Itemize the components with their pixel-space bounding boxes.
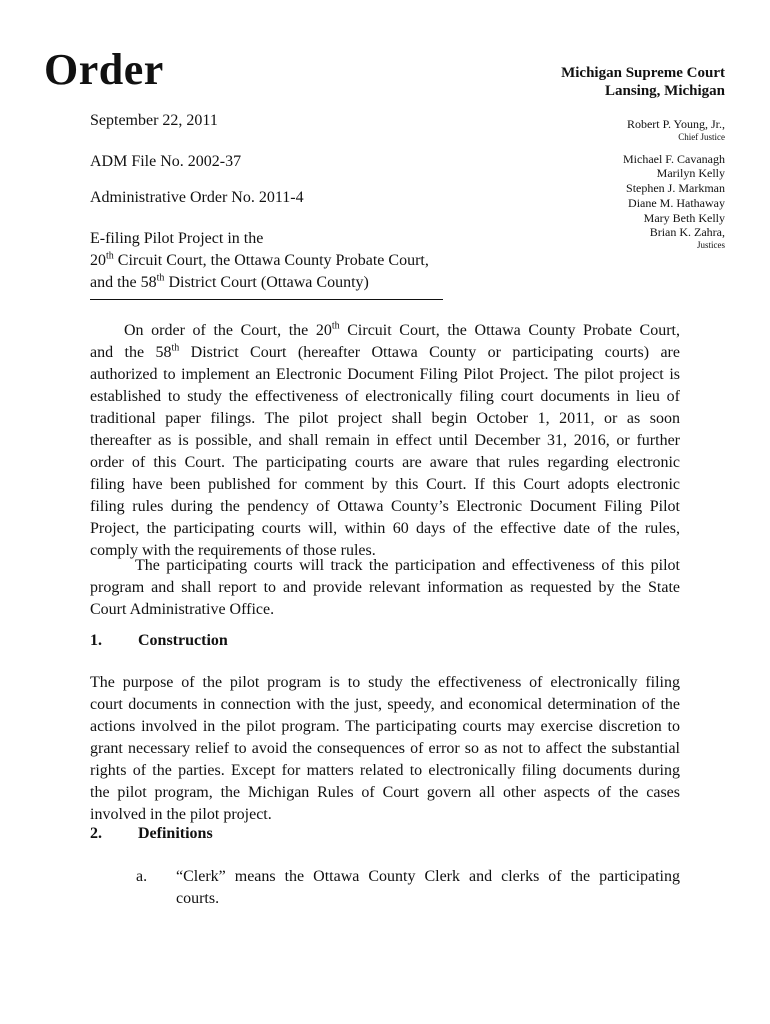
chief-justice-name: Robert P. Young, Jr., [626, 117, 725, 131]
paragraph-line: established to study the effectiveness of electronically filing court documents in lieu of [90, 388, 680, 405]
order-date: September 22, 2011 [90, 112, 218, 129]
section-number: 2. [90, 825, 102, 842]
caption-line: E-filing Pilot Project in the [90, 230, 264, 247]
paragraph-line: program and shall report to and provide relevant information as requested by the State [90, 579, 680, 596]
paragraph-line: the pilot program, the Michigan Rules of Court govern all other aspects of the cases [90, 784, 680, 801]
caption-line: and the 58th District Court (Ottawa County) [90, 272, 369, 291]
order-title: Order [44, 45, 164, 94]
justices-role: Justices [697, 239, 725, 250]
definition-item [136, 866, 680, 910]
paragraph-line: involved in the pilot project. [90, 806, 272, 823]
paragraph-line: comply with the requirements of those rules. [90, 542, 376, 559]
section-title: Construction [138, 632, 228, 649]
paragraph-line: actions involved in the pilot program. The participating courts may exercise discretion to [90, 718, 680, 735]
court-header [561, 64, 725, 100]
administrative-order-number: Administrative Order No. 2011-4 [90, 189, 304, 206]
paragraph-line: On order of the Court, the 20th Circuit Court, the Ottawa County Probate Court, [124, 320, 680, 339]
definition-text: “Clerk” means the Ottawa County Clerk and clerks of the participating courts. [176, 868, 680, 907]
paragraph-line: Project, the participating courts will, within 60 days of the effective date of the rules, [90, 520, 680, 537]
justice-name: Stephen J. Markman [626, 181, 725, 196]
paragraph-line: thereafter as is possible, and shall remain in effect until December 31, 2016, or further [90, 432, 680, 449]
order-paragraph [90, 320, 680, 562]
order-caption [90, 228, 429, 294]
section-heading-construction [90, 632, 228, 650]
justice-name: Diane M. Hathaway [628, 195, 725, 210]
justice-name: Mary Beth Kelly [643, 210, 725, 225]
paragraph-line: court documents in connection with the just, speedy, and economical determination of the [90, 696, 680, 713]
paragraph-line: authorized to implement an Electronic Document Filing Pilot Project. The pilot project is [90, 366, 680, 383]
justice-name: Marilyn Kelly [656, 166, 725, 181]
paragraph-line: traditional paper filings. The pilot project shall begin October 1, 2011, or as soon [90, 410, 680, 427]
caption-divider [90, 299, 443, 300]
paragraph-line: filing have been published for comment by this Court. If this Court adopts electronic [90, 476, 680, 493]
caption-line: 20th Circuit Court, the Ottawa County Probate Court, [90, 250, 429, 269]
definition-letter: a. [136, 868, 148, 885]
section-title: Definitions [138, 825, 213, 842]
paragraph-line: The participating courts will track the participation and effectiveness of this pilot [135, 557, 680, 574]
paragraph-line: The purpose of the pilot program is to study the effectiveness of electronically filing [90, 674, 680, 691]
paragraph-line: rights of the parties. Except for matters related to electronically filing documents during [90, 762, 680, 779]
paragraph-line: filing rules during the pendency of Ottawa County’s Electronic Document Filing Pilot [90, 498, 680, 515]
section-heading-definitions [90, 825, 213, 843]
court-name: Michigan Supreme Court [561, 65, 725, 81]
justices-list [623, 117, 725, 251]
paragraph-line: order of this Court. The participating courts are aware that rules regarding electronic [90, 454, 680, 471]
construction-paragraph [90, 672, 680, 826]
adm-file-number: ADM File No. 2002-37 [90, 153, 242, 170]
paragraph-line: grant necessary relief to avoid the consequences of error so as not to affect the substantial [90, 740, 680, 757]
tracking-paragraph [90, 555, 680, 621]
court-location: Lansing, Michigan [604, 83, 725, 99]
chief-justice-role: Chief Justice [678, 131, 725, 142]
justice-name: Brian K. Zahra, [649, 225, 725, 240]
paragraph-line: Court Administrative Office. [90, 601, 275, 618]
paragraph-line: and the 58th District Court (hereafter Ottawa County or participating courts) are [90, 342, 680, 361]
section-number: 1. [90, 632, 102, 649]
justice-name: Michael F. Cavanagh [622, 151, 725, 166]
